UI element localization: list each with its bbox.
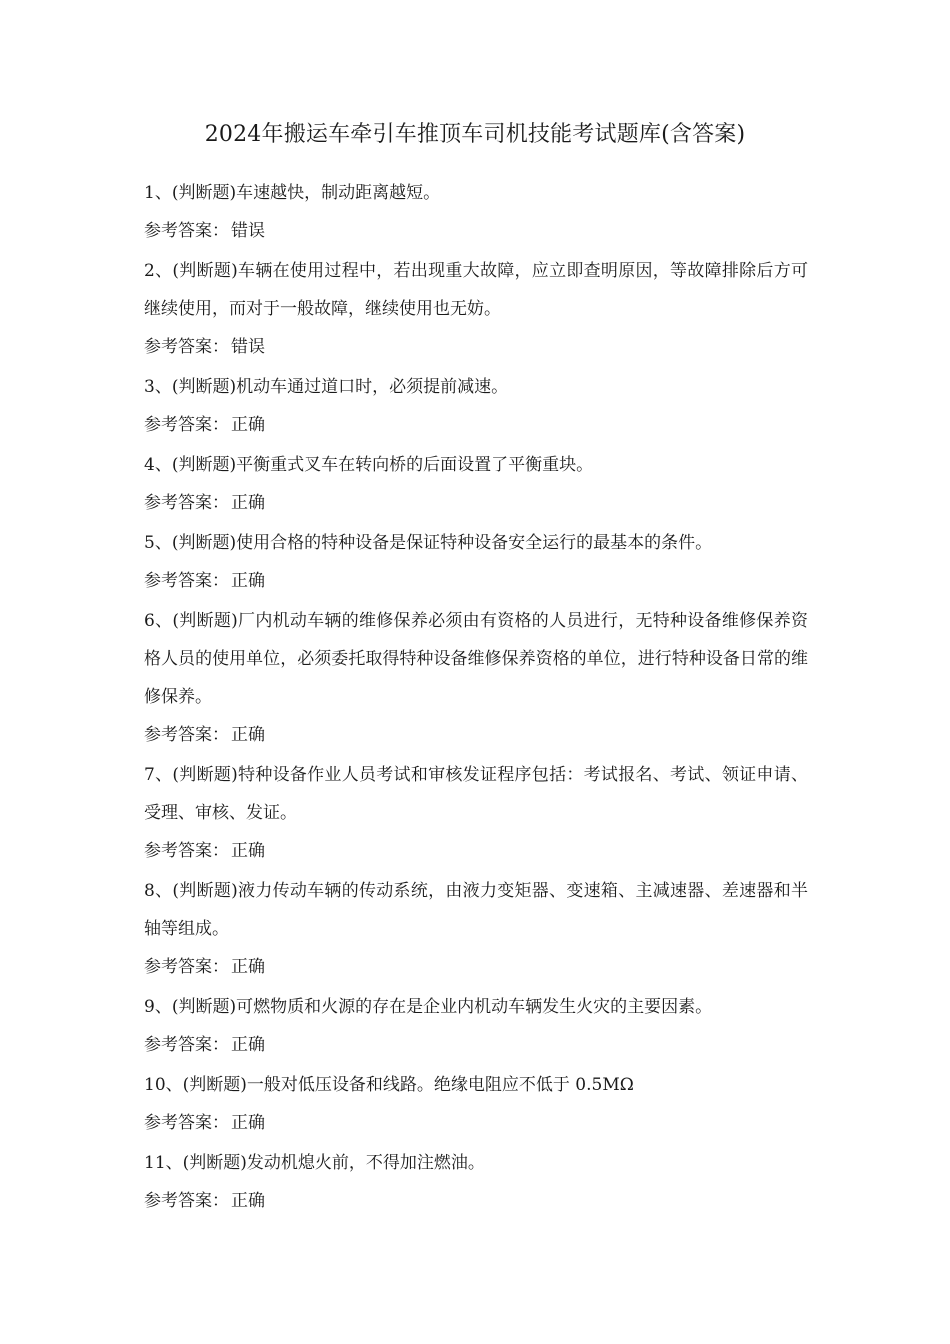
question-item — [144, 446, 808, 522]
answer-line — [144, 212, 808, 250]
answer-label: 参考答案： — [144, 221, 229, 241]
answer-line — [144, 562, 808, 600]
answer-value: 正确 — [231, 493, 265, 513]
answer-value: 正确 — [231, 415, 265, 435]
question-text: 5、(判断题)使用合格的特种设备是保证特种设备安全运行的最基本的条件。 — [144, 533, 713, 553]
question-list — [144, 174, 808, 1222]
answer-label: 参考答案： — [144, 1191, 229, 1211]
question-item — [144, 872, 808, 986]
answer-line — [144, 1104, 808, 1142]
question-item — [144, 756, 808, 870]
answer-label: 参考答案： — [144, 957, 229, 977]
answer-label: 参考答案： — [144, 1113, 229, 1133]
question-item — [144, 602, 808, 754]
answer-line — [144, 832, 808, 870]
answer-value: 错误 — [231, 337, 265, 357]
question-item — [144, 1066, 808, 1142]
answer-value: 正确 — [231, 957, 265, 977]
question-text: 7、(判断题)特种设备作业人员考试和审核发证程序包括：考试报名、考试、领证申请、受理、审核、发证。 — [144, 765, 808, 823]
question-item — [144, 174, 808, 250]
answer-label: 参考答案： — [144, 493, 229, 513]
question-item — [144, 524, 808, 600]
answer-label: 参考答案： — [144, 571, 229, 591]
answer-value: 正确 — [231, 1113, 265, 1133]
answer-label: 参考答案： — [144, 337, 229, 357]
answer-line — [144, 716, 808, 754]
answer-value: 正确 — [231, 725, 265, 745]
answer-line — [144, 1026, 808, 1064]
question-item — [144, 988, 808, 1064]
document-title: 2024年搬运车牵引车推顶车司机技能考试题库(含答案) — [204, 122, 746, 147]
question-text: 11、(判断题)发动机熄火前，不得加注燃油。 — [144, 1153, 485, 1173]
answer-value: 错误 — [231, 221, 265, 241]
answer-line — [144, 948, 808, 986]
answer-value: 正确 — [231, 571, 265, 591]
answer-label: 参考答案： — [144, 725, 229, 745]
question-text: 6、(判断题)厂内机动车辆的维修保养必须由有资格的人员进行，无特种设备维修保养资格人员的使用单位，必须委托取得特种设备维修保养资格的单位，进行特种设备日常的维修保养。 — [144, 611, 808, 707]
question-text: 4、(判断题)平衡重式叉车在转向桥的后面设置了平衡重块。 — [144, 455, 594, 475]
question-text: 3、(判断题)机动车通过道口时，必须提前减速。 — [144, 377, 509, 397]
question-text: 9、(判断题)可燃物质和火源的存在是企业内机动车辆发生火灾的主要因素。 — [144, 997, 713, 1017]
answer-line — [144, 406, 808, 444]
answer-label: 参考答案： — [144, 415, 229, 435]
question-text: 1、(判断题)车速越快，制动距离越短。 — [144, 183, 441, 203]
question-text: 2、(判断题)车辆在使用过程中，若出现重大故障，应立即查明原因，等故障排除后方可继续使用，而对于一般故障，继续使用也无妨。 — [144, 261, 808, 319]
answer-value: 正确 — [231, 1035, 265, 1055]
question-item — [144, 252, 808, 366]
answer-value: 正确 — [231, 841, 265, 861]
question-text: 8、(判断题)液力传动车辆的传动系统，由液力变矩器、变速箱、主减速器、差速器和半轴等组成。 — [144, 881, 808, 939]
question-item — [144, 368, 808, 444]
answer-line — [144, 328, 808, 366]
answer-line — [144, 1182, 808, 1220]
answer-label: 参考答案： — [144, 1035, 229, 1055]
answer-line — [144, 484, 808, 522]
answer-label: 参考答案： — [144, 841, 229, 861]
answer-value: 正确 — [231, 1191, 265, 1211]
question-text: 10、(判断题)一般对低压设备和线路。绝缘电阻应不低于 0.5MΩ — [144, 1075, 634, 1095]
question-item — [144, 1144, 808, 1220]
